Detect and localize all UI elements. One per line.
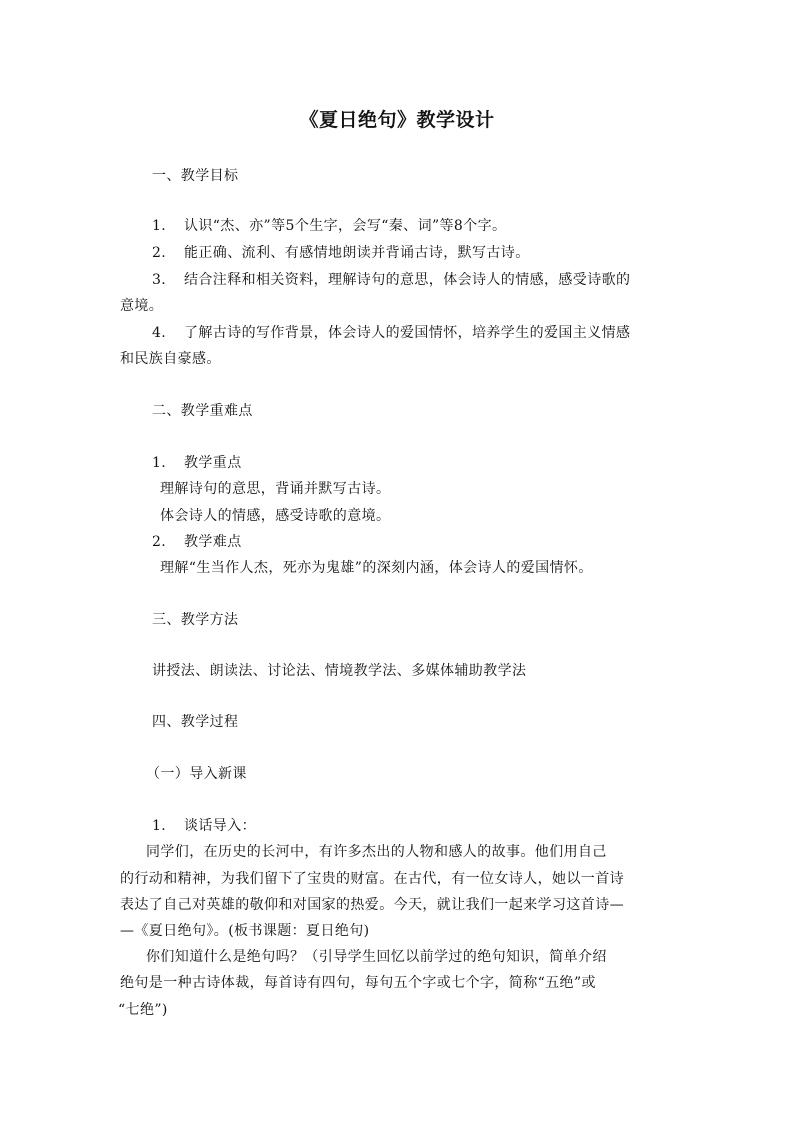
goal-item-3-continuation: 意境。 bbox=[120, 298, 164, 314]
key-number: 1. bbox=[152, 455, 167, 471]
paragraph-line: “七绝”) bbox=[118, 1002, 168, 1018]
goal-number: 1. bbox=[152, 218, 167, 234]
paragraph-line: 同学们，在历史的长河中，有许多杰出的人物和感人的故事。他们用自己 bbox=[146, 844, 607, 860]
difficult-points-label bbox=[152, 532, 242, 552]
key-point-line-2: 体会诗人的情感，感受诗歌的意境。 bbox=[160, 508, 391, 524]
goal-text: 认识“杰、亦”等5个生字，会写“秦、词”等8个字。 bbox=[184, 218, 507, 234]
difficult-point-line-1: 理解“生当作人杰，死亦为鬼雄”的深刻内涵，体会诗人的爱国情怀。 bbox=[160, 560, 593, 576]
section-heading-process: 四、教学过程 bbox=[152, 714, 239, 730]
goal-item-1 bbox=[152, 216, 506, 236]
goal-item-3 bbox=[152, 270, 630, 290]
key-label: 教学重点 bbox=[184, 455, 242, 471]
step-number: 1. bbox=[152, 818, 167, 834]
document-title: 《夏日绝句》教学设计 bbox=[299, 109, 495, 131]
paragraph-line: —《夏日绝句》。(板书课题：夏日绝句) bbox=[120, 923, 370, 939]
section-heading-methods: 三、教学方法 bbox=[152, 612, 239, 628]
key-point-line-1: 理解诗句的意思，背诵并默写古诗。 bbox=[160, 481, 391, 497]
paragraph-line: 绝句是一种古诗体裁，每首诗有四句，每句五个字或七个字，简称“五绝”或 bbox=[120, 975, 596, 991]
goal-item-4 bbox=[152, 323, 630, 343]
section-heading-goals: 一、教学目标 bbox=[152, 168, 239, 184]
step-label: 谈话导入： bbox=[184, 818, 256, 834]
goal-item-2 bbox=[152, 243, 530, 263]
step-conversation-intro bbox=[152, 816, 256, 836]
goal-text: 能正确、流利、有感情地朗读并背诵古诗，默写古诗。 bbox=[184, 245, 530, 261]
subsection-introduction: （一）导入新课 bbox=[146, 766, 247, 782]
paragraph-line: 的行动和精神，为我们留下了宝贵的财富。在古代，有一位女诗人，她以一首诗 bbox=[120, 871, 624, 887]
key-points-label bbox=[152, 453, 242, 473]
goal-text: 结合注释和相关资料，理解诗句的意思，体会诗人的情感，感受诗歌的 bbox=[184, 272, 631, 288]
goal-text: 了解古诗的写作背景，体会诗人的爱国情怀，培养学生的爱国主义情感 bbox=[184, 325, 631, 341]
section-heading-key-points: 二、教学重难点 bbox=[152, 403, 253, 419]
paragraph-line: 你们知道什么是绝句吗？（引导学生回忆以前学过的绝句知识，简单介绍 bbox=[146, 949, 607, 965]
goal-item-4-continuation: 和民族自豪感。 bbox=[120, 351, 221, 367]
diff-number: 2. bbox=[152, 534, 167, 550]
diff-label: 教学难点 bbox=[184, 534, 242, 550]
goal-number: 3. bbox=[152, 272, 167, 288]
goal-number: 2. bbox=[152, 245, 167, 261]
methods-text: 讲授法、朗读法、讨论法、情境教学法、多媒体辅助教学法 bbox=[152, 663, 527, 679]
goal-number: 4. bbox=[152, 325, 167, 341]
paragraph-line: 表达了自己对英雄的敬仰和对国家的热爱。今天，就让我们一起来学习这首诗— bbox=[120, 897, 624, 913]
